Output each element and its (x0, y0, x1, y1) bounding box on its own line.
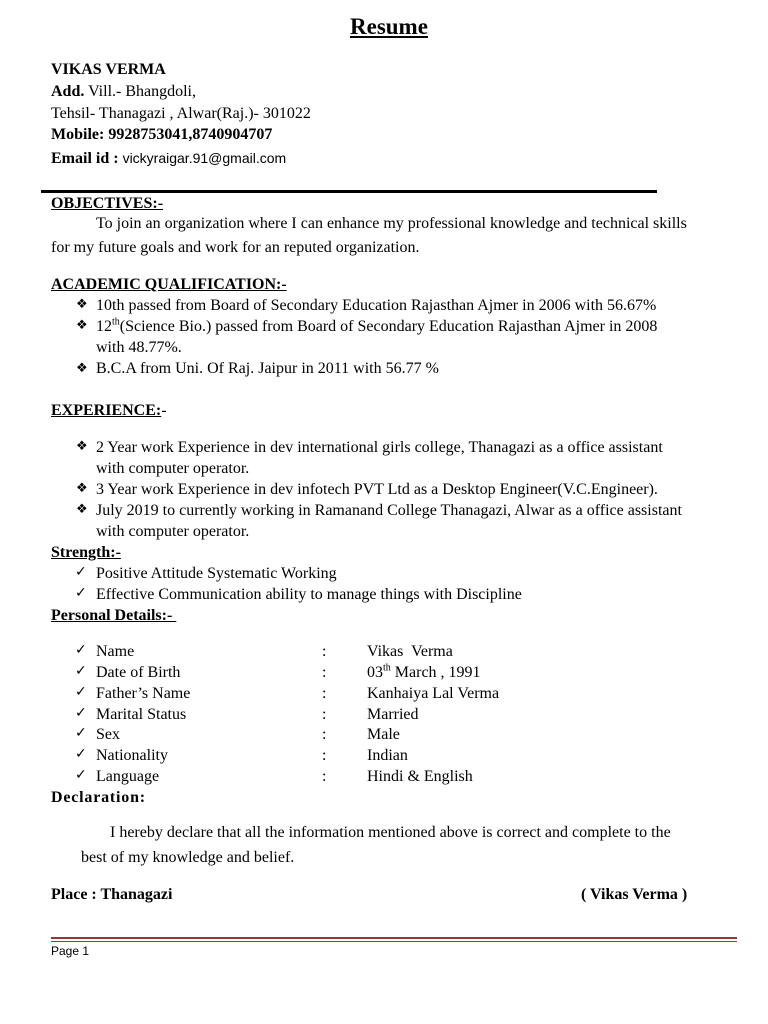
header-divider (41, 190, 657, 193)
personal-value-sex: Male (367, 726, 400, 743)
strength-item-2: Effective Communication ability to manage things with Discipline (96, 586, 522, 603)
email-line (51, 148, 286, 169)
academic-heading: ACADEMIC QUALIFICATION:- (51, 276, 287, 293)
personal-colon: : (322, 747, 327, 764)
objectives-line-1: To join an organization where I can enhance my professional knowledge and technical skills (96, 215, 687, 232)
address-value: Vill.- Bhangdoli, (88, 83, 196, 100)
personal-colon: : (322, 706, 327, 723)
declaration-heading: Declaration: (51, 789, 146, 806)
checkmark-icon: ✓ (75, 705, 87, 721)
academic-item-2-rest: (Science Bio.) passed from Board of Secondary Education Rajasthan Ajmer in 2008 (119, 318, 658, 335)
checkmark-icon: ✓ (75, 725, 87, 741)
address-line-2: Tehsil- Thanagazi , Alwar(Raj.)- 301022 (51, 105, 311, 122)
dob-day: 03 (367, 664, 383, 681)
email-label: Email id : (51, 150, 119, 167)
declaration-line-2: best of my knowledge and belief. (81, 849, 295, 866)
checkmark-icon: ✓ (75, 642, 87, 658)
personal-value-language: Hindi & English (367, 768, 473, 785)
checkmark-icon: ✓ (75, 684, 87, 700)
dob-day-sup: th (383, 662, 391, 674)
personal-label-name: Name (96, 643, 135, 660)
academic-item-2-cont: with 48.77%. (96, 339, 182, 356)
diamond-bullet-icon: ❖ (76, 297, 88, 312)
academic-item-2-pre: 12 (96, 318, 112, 335)
objectives-line-2: for my future goals and work for an reputed organization. (51, 239, 420, 256)
address-label: Add. (51, 83, 85, 100)
page-number: Page 1 (51, 944, 90, 958)
footer-rule (51, 937, 737, 939)
diamond-bullet-icon: ❖ (76, 502, 88, 517)
personal-value-name: Vikas Verma (367, 643, 453, 660)
page-title: Resume (350, 14, 428, 39)
personal-label-father: Father’s Name (96, 685, 191, 702)
experience-item-1: 2 Year work Experience in dev international girls college, Thanagazi as a office assistant (96, 439, 663, 456)
personal-value-father: Kanhaiya Lal Verma (367, 685, 500, 702)
checkmark-icon: ✓ (75, 746, 87, 762)
experience-heading-suffix: - (161, 402, 167, 419)
diamond-bullet-icon: ❖ (76, 481, 88, 496)
personal-colon: : (322, 685, 327, 702)
signature: ( Vikas Verma ) (581, 886, 688, 903)
personal-label-language: Language (96, 768, 160, 785)
experience-heading (51, 401, 167, 421)
experience-item-3: July 2019 to currently working in Ramanand College Thanagazi, Alwar as a office assistant (96, 502, 682, 519)
diamond-bullet-icon: ❖ (76, 361, 88, 376)
checkmark-icon: ✓ (75, 585, 87, 601)
mobile-number: Mobile: 9928753041,8740904707 (51, 126, 273, 143)
academic-item-2-sup: th (112, 316, 120, 328)
place-line: Place : Thanagazi (51, 886, 173, 903)
dob-rest: March , 1991 (390, 664, 481, 681)
personal-colon: : (322, 643, 327, 660)
email-value[interactable]: vickyraigar.91@gmail.com (122, 150, 287, 166)
diamond-bullet-icon: ❖ (76, 318, 88, 333)
personal-label-dob: Date of Birth (96, 664, 181, 681)
experience-item-1-cont: with computer operator. (96, 460, 250, 477)
checkmark-icon: ✓ (75, 663, 87, 679)
personal-details-heading: Personal Details:- (51, 607, 177, 624)
personal-colon: : (322, 726, 327, 743)
academic-item-1: 10th passed from Board of Secondary Education Rajasthan Ajmer in 2006 with 56.67% (96, 297, 657, 314)
diamond-bullet-icon: ❖ (76, 439, 88, 454)
personal-label-nationality: Nationality (96, 747, 168, 764)
personal-value-nationality: Indian (367, 747, 408, 764)
personal-value-marital: Married (367, 706, 419, 723)
objectives-heading: OBJECTIVES:- (51, 195, 164, 212)
address-line-1 (51, 82, 196, 102)
experience-item-2: 3 Year work Experience in dev infotech PVT Ltd as a Desktop Engineer(V.C.Engineer). (96, 481, 658, 498)
personal-label-marital: Marital Status (96, 706, 187, 723)
personal-value-dob (367, 663, 481, 683)
experience-heading-text: EXPERIENCE: (51, 402, 162, 419)
academic-item-3: B.C.A from Uni. Of Raj. Jaipur in 2011 with 56.77 % (96, 360, 439, 377)
personal-label-sex: Sex (96, 726, 120, 743)
applicant-name: VIKAS VERMA (51, 61, 166, 78)
declaration-line-1: I hereby declare that all the information mentioned above is correct and complete to the (110, 824, 671, 841)
experience-item-3-cont: with computer operator. (96, 523, 250, 540)
checkmark-icon: ✓ (75, 767, 87, 783)
academic-item-2 (96, 317, 657, 337)
personal-colon: : (322, 768, 327, 785)
footer-rule-secondary (51, 941, 737, 942)
strength-item-1: Positive Attitude Systematic Working (96, 565, 337, 582)
personal-colon: : (322, 664, 327, 681)
strength-heading: Strength:- (51, 544, 121, 561)
checkmark-icon: ✓ (75, 564, 87, 580)
